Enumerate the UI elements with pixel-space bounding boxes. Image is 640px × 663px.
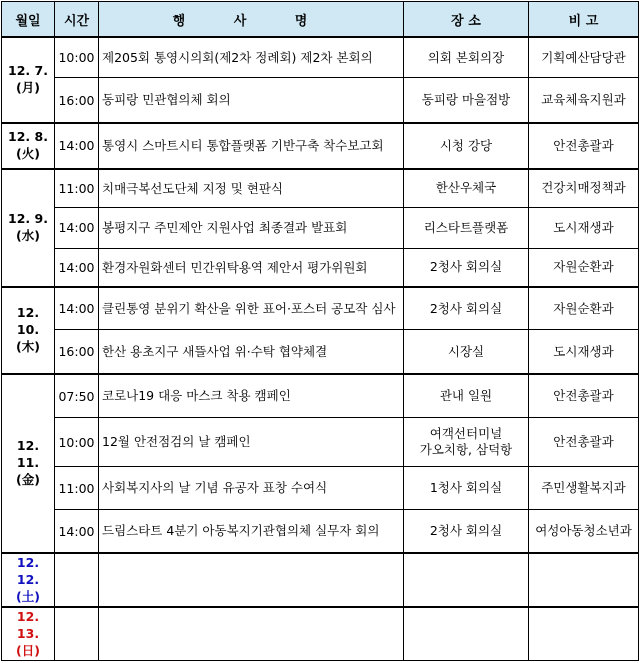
event-location: 2청사 회의실 (404, 510, 529, 554)
event-title: 통영시 스마트시티 통합플랫폼 기반구축 착수보고회 (99, 123, 404, 169)
time-cell: 16:00 (55, 78, 99, 123)
event-note: 자원순환과 (529, 287, 639, 330)
event-note: 안전총괄과 (529, 374, 639, 418)
time-cell: 14:00 (55, 287, 99, 330)
date-cell: 12. 12. (土) (2, 553, 55, 607)
event-location: 동피랑 마을점방 (404, 78, 529, 123)
event-note: 건강치매정책과 (529, 169, 639, 208)
event-location: 시청 강당 (404, 123, 529, 169)
event-location (404, 607, 529, 660)
event-note (529, 607, 639, 660)
time-cell: 14:00 (55, 248, 99, 287)
date-cell: 12. 11. (金) (2, 374, 55, 554)
event-location: 한산우체국 (404, 169, 529, 208)
table-row (2, 248, 639, 287)
time-cell: 14:00 (55, 123, 99, 169)
time-cell: 14:00 (55, 510, 99, 554)
event-location: 2청사 회의실 (404, 287, 529, 330)
event-title: 코로나19 대응 마스크 착용 캠페인 (99, 374, 404, 418)
event-note: 자원순환과 (529, 248, 639, 287)
event-location: 여객선터미널 가오치항, 삼덕항 (404, 418, 529, 467)
table-row (2, 418, 639, 467)
table-row (2, 123, 639, 169)
time-cell: 11:00 (55, 169, 99, 208)
event-note: 도시재생과 (529, 330, 639, 374)
event-location: 2청사 회의실 (404, 248, 529, 287)
event-title: 12월 안전점검의 날 캠페인 (99, 418, 404, 467)
date-cell: 12. 10. (木) (2, 287, 55, 374)
event-location: 리스타트플랫폼 (404, 207, 529, 248)
event-note: 안전총괄과 (529, 418, 639, 467)
date-cell: 12. 7. (月) (2, 37, 55, 123)
event-title (99, 607, 404, 660)
event-location (404, 553, 529, 607)
time-cell: 11:00 (55, 467, 99, 510)
table-row (2, 207, 639, 248)
event-note: 기획예산담당관 (529, 37, 639, 78)
event-title: 드림스타트 4분기 아동복지기관협의체 실무자 회의 (99, 510, 404, 554)
header-event: 행 사 명 (99, 2, 404, 38)
header-location: 장 소 (404, 2, 529, 38)
time-cell (55, 607, 99, 660)
time-cell: 07:50 (55, 374, 99, 418)
date-cell: 12. 9. (水) (2, 169, 55, 287)
event-title (99, 553, 404, 607)
time-cell (55, 553, 99, 607)
header-row (2, 2, 639, 38)
time-cell: 16:00 (55, 330, 99, 374)
time-cell: 14:00 (55, 207, 99, 248)
event-title: 치매극복선도단체 지정 및 현판식 (99, 169, 404, 208)
event-note: 도시재생과 (529, 207, 639, 248)
table-row (2, 607, 639, 660)
event-title: 클린통영 분위기 확산을 위한 표어·포스터 공모작 심사 (99, 287, 404, 330)
time-cell: 10:00 (55, 418, 99, 467)
event-note (529, 553, 639, 607)
event-location: 의회 본회의장 (404, 37, 529, 78)
event-title: 환경자원화센터 민간위탁용역 제안서 평가위원회 (99, 248, 404, 287)
event-title: 제205회 통영시의회(제2차 정례회) 제2차 본회의 (99, 37, 404, 78)
table-row (2, 37, 639, 78)
date-cell: 12. 13. (日) (2, 607, 55, 660)
event-title: 봉평지구 주민제안 지원사업 최종결과 발표회 (99, 207, 404, 248)
event-note: 주민생활복지과 (529, 467, 639, 510)
table-row (2, 78, 639, 123)
date-cell: 12. 8. (火) (2, 123, 55, 169)
table-row (2, 287, 639, 330)
table-row (2, 553, 639, 607)
time-cell: 10:00 (55, 37, 99, 78)
header-time: 시간 (55, 2, 99, 38)
event-location: 시장실 (404, 330, 529, 374)
header-note: 비 고 (529, 2, 639, 38)
table-row (2, 330, 639, 374)
event-note: 안전총괄과 (529, 123, 639, 169)
event-title: 사회복지사의 날 기념 유공자 표창 수여식 (99, 467, 404, 510)
event-location: 1청사 회의실 (404, 467, 529, 510)
event-title: 동피랑 민관협의체 회의 (99, 78, 404, 123)
event-title: 한산 용초지구 새뜰사업 위·수탁 협약체결 (99, 330, 404, 374)
event-note: 교육체육지원과 (529, 78, 639, 123)
event-location: 관내 일원 (404, 374, 529, 418)
table-row (2, 467, 639, 510)
schedule-table (1, 1, 639, 661)
header-date: 월일 (2, 2, 55, 38)
table-row (2, 374, 639, 418)
table-row (2, 169, 639, 208)
table-row (2, 510, 639, 554)
event-note: 여성아동청소년과 (529, 510, 639, 554)
